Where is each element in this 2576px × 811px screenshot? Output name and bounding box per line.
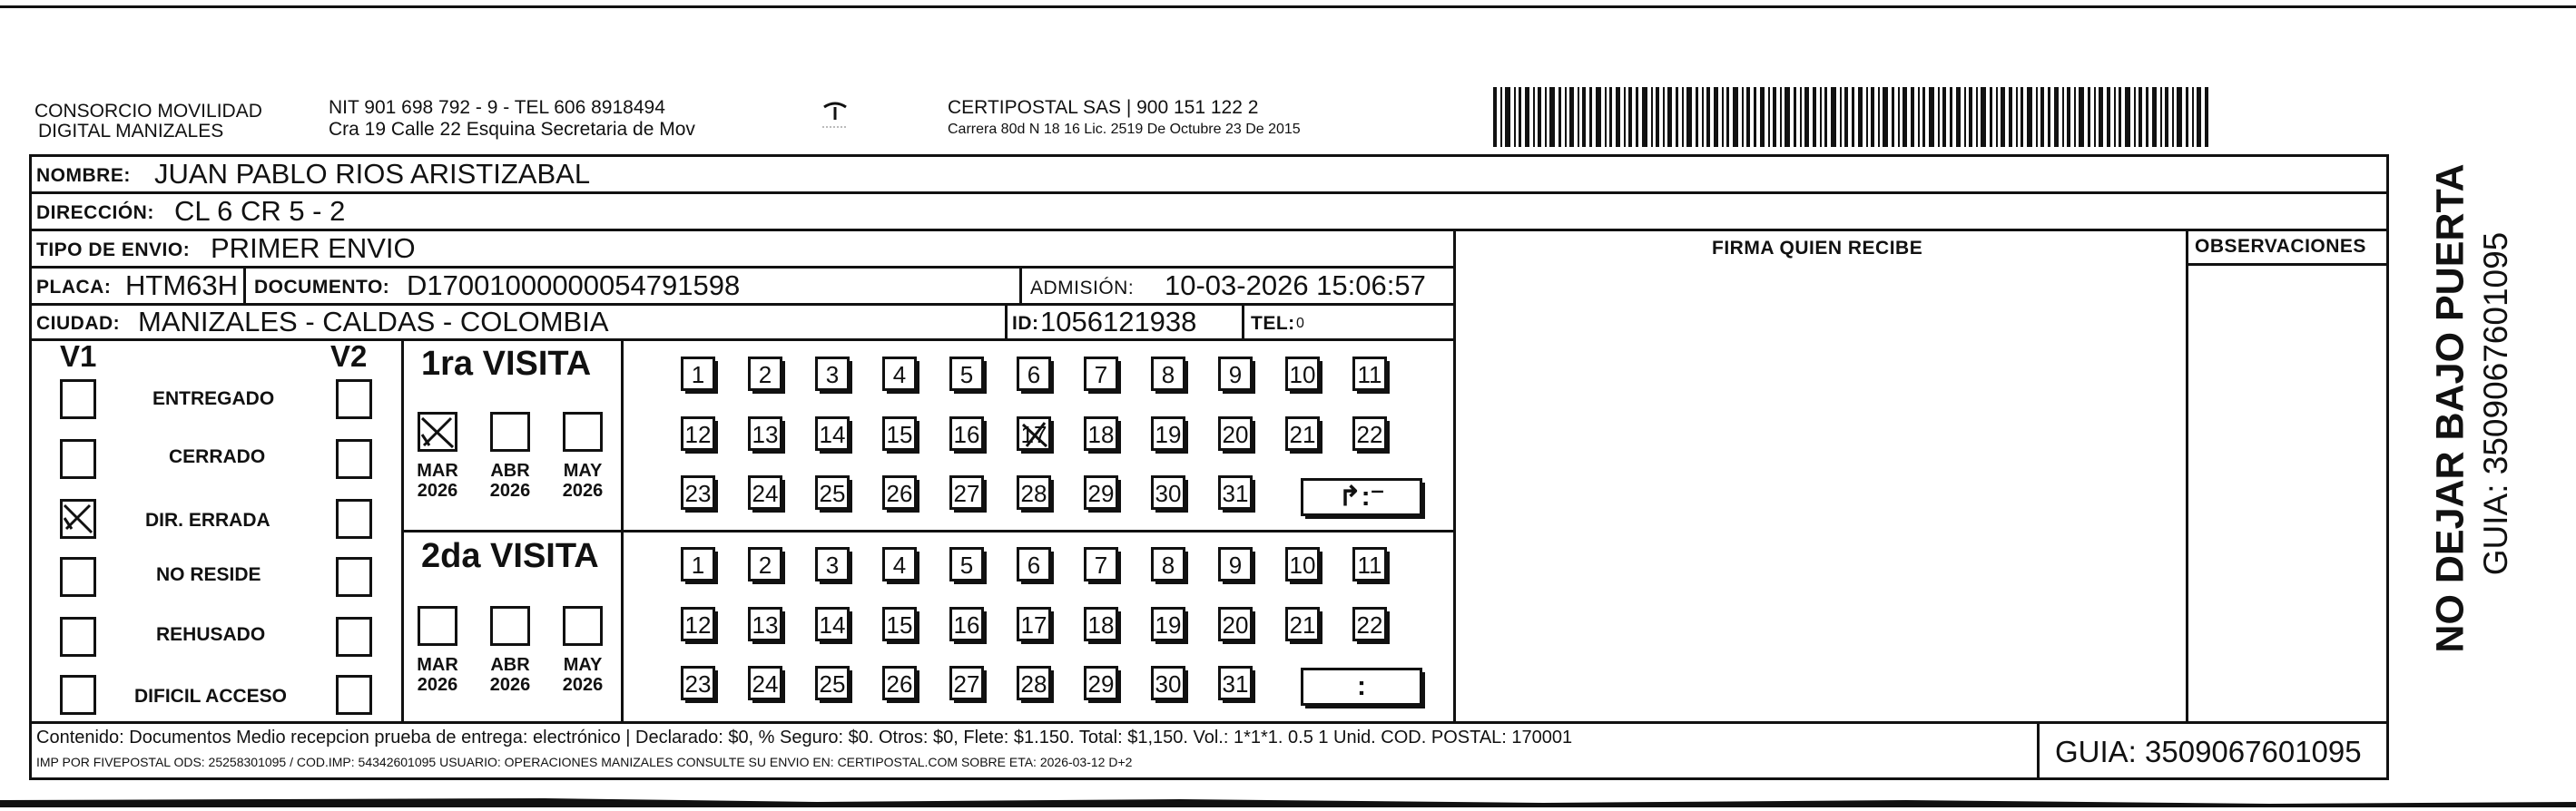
company-name-line2: DIGITAL MANIZALES <box>38 121 224 142</box>
row-line <box>29 721 2389 724</box>
visit1-month-may-checkbox[interactable] <box>563 412 603 452</box>
direccion-value: CL 6 CR 5 - 2 <box>174 195 346 227</box>
visit1-time-box[interactable] <box>1301 478 1422 516</box>
visit2-day-18[interactable]: 18 <box>1084 607 1118 641</box>
row-line <box>2186 263 2389 266</box>
visit2-day-28[interactable]: 28 <box>1017 666 1051 700</box>
visit2-day-15[interactable]: 15 <box>882 607 917 641</box>
visit2-day-13[interactable]: 13 <box>748 607 782 641</box>
col-line <box>2186 229 2188 724</box>
v1-checkbox-no-reside[interactable] <box>60 557 96 597</box>
scan-top-edge <box>0 5 2576 8</box>
visit2-month-may: MAY 2026 <box>562 655 604 695</box>
placa-value: HTM63H <box>125 269 239 301</box>
courier-name: CERTIPOSTAL SAS | 900 151 122 2 <box>948 97 1259 118</box>
visit1-day-3[interactable]: 3 <box>815 357 850 391</box>
visit1-day-31[interactable]: 31 <box>1218 475 1253 510</box>
visit2-day-11[interactable]: 11 <box>1352 547 1387 581</box>
visit2-day-30[interactable]: 30 <box>1151 666 1185 700</box>
col-line <box>1242 303 1244 340</box>
visit1-time-text: ↱:⁻ <box>1338 482 1385 512</box>
side-guia: GUIA: 3509067601095 <box>2477 231 2514 576</box>
visit1-day-2[interactable]: 2 <box>748 357 782 391</box>
visit2-day-3[interactable]: 3 <box>815 547 850 581</box>
tel-value: 0 <box>1296 316 1304 331</box>
visit1-month-may: MAY 2026 <box>562 461 604 501</box>
visit1-day-5[interactable]: 5 <box>949 357 984 391</box>
firma-header: FIRMA QUIEN RECIBE <box>1712 238 1923 259</box>
visit1-day-25[interactable]: 25 <box>815 475 850 510</box>
documento-value: D17001000000054791598 <box>407 269 741 301</box>
col-line <box>1005 303 1008 340</box>
check-mark-icon <box>63 502 93 536</box>
barcode <box>1493 87 2219 147</box>
col-line <box>1019 266 1022 305</box>
visit1-day-21[interactable]: 21 <box>1285 416 1320 451</box>
visit2-day-6[interactable]: 6 <box>1017 547 1051 581</box>
col-line <box>243 266 246 305</box>
option-cerrado: CERRADO <box>169 446 266 467</box>
visit1-month-mar: MAR 2026 <box>417 461 458 501</box>
col-line <box>401 338 404 724</box>
visit2-day-23[interactable]: 23 <box>681 666 715 700</box>
option-dificil-acceso: DIFICIL ACCESO <box>134 686 288 707</box>
visit2-day-27[interactable]: 27 <box>949 666 984 700</box>
visit1-day-30[interactable]: 30 <box>1151 475 1185 510</box>
visit2-day-8[interactable]: 8 <box>1151 547 1185 581</box>
day-mark-icon <box>1019 419 1050 450</box>
visit2-day-22[interactable]: 22 <box>1352 607 1387 641</box>
visit2-day-9[interactable]: 9 <box>1218 547 1253 581</box>
visit2-day-14[interactable]: 14 <box>815 607 850 641</box>
visit2-day-29[interactable]: 29 <box>1084 666 1118 700</box>
visit2-day-17[interactable]: 17 <box>1017 607 1051 641</box>
observaciones-header: OBSERVACIONES <box>2195 236 2366 257</box>
visit2-time-text: : <box>1357 671 1366 701</box>
footer-contenido: Contenido: Documentos Medio recepcion prueba de entrega: electrónico | Declarado: $0, % Seguro: $0. Otros: $0, Flete: $1.150. Total: $1,150. Vol.: 1*1*1. 0.5 1 Unid. COD. POSTAL: 170001 <box>36 728 1573 747</box>
footer-guia: GUIA: 3509067601095 <box>2055 735 2362 768</box>
v2-checkbox-dir-errada[interactable] <box>336 499 372 539</box>
v2-checkbox-entregado[interactable] <box>336 379 372 419</box>
visit1-day-26[interactable]: 26 <box>882 475 917 510</box>
visit1-day-19[interactable]: 19 <box>1151 416 1185 451</box>
visit2-day-4[interactable]: 4 <box>882 547 917 581</box>
v1-checkbox-dir-errada[interactable] <box>60 499 96 539</box>
visit1-day-14[interactable]: 14 <box>815 416 850 451</box>
visit2-day-21[interactable]: 21 <box>1285 607 1320 641</box>
option-entregado: ENTREGADO <box>152 388 275 409</box>
visit1-day-23[interactable]: 23 <box>681 475 715 510</box>
v2-header: V2 <box>330 339 368 373</box>
company-name-line1: CONSORCIO MOVILIDAD <box>34 101 262 122</box>
id-value: 1056121938 <box>1040 306 1197 337</box>
company-nit: NIT 901 698 792 - 9 - TEL 606 8918494 <box>329 97 665 118</box>
visit1-day-29[interactable]: 29 <box>1084 475 1118 510</box>
visit1-day-10[interactable]: 10 <box>1285 357 1320 391</box>
v1-checkbox-dificil-acceso[interactable] <box>60 675 96 715</box>
visit1-day-24[interactable]: 24 <box>748 475 782 510</box>
visit1-month-abr: ABR 2026 <box>489 461 531 501</box>
row-line <box>401 530 1456 533</box>
v2-checkbox-no-reside[interactable] <box>336 557 372 597</box>
visit2-day-10[interactable]: 10 <box>1285 547 1320 581</box>
visit2-day-1[interactable]: 1 <box>681 547 715 581</box>
visit2-day-24[interactable]: 24 <box>748 666 782 700</box>
visit1-day-16[interactable]: 16 <box>949 416 984 451</box>
visit2-day-19[interactable]: 19 <box>1151 607 1185 641</box>
visit2-month-mar: MAR 2026 <box>417 655 458 695</box>
visit2-day-12[interactable]: 12 <box>681 607 715 641</box>
nombre-value: JUAN PABLO RIOS ARISTIZABAL <box>154 158 591 190</box>
visit1-day-18[interactable]: 18 <box>1084 416 1118 451</box>
option-no-reside: NO RESIDE <box>156 564 261 585</box>
visit1-day-6[interactable]: 6 <box>1017 357 1051 391</box>
visit2-day-7[interactable]: 7 <box>1084 547 1118 581</box>
ciudad-label: CIUDAD: <box>36 313 121 334</box>
visit2-day-16[interactable]: 16 <box>949 607 984 641</box>
v1-checkbox-entregado[interactable] <box>60 379 96 419</box>
visit2-time-box[interactable] <box>1301 668 1422 706</box>
visit2-day-2[interactable]: 2 <box>748 547 782 581</box>
visit1-day-8[interactable]: 8 <box>1151 357 1185 391</box>
no-dejar-bajo-puerta: NO DEJAR BAJO PUERTA <box>2428 163 2473 653</box>
company-address: Cra 19 Calle 22 Esquina Secretaria de Mov <box>329 119 695 140</box>
v2-checkbox-dificil-acceso[interactable] <box>336 675 372 715</box>
visit1-day-20[interactable]: 20 <box>1218 416 1253 451</box>
visit2-title: 2da VISITA <box>421 537 599 575</box>
v1-header: V1 <box>60 339 97 373</box>
visit2-day-20[interactable]: 20 <box>1218 607 1253 641</box>
footer-imp: IMP POR FIVEPOSTAL ODS: 25258301095 / COD.IMP: 54342601095 USUARIO: OPERACIONES MANIZALES CONSULTE SU ENVIO EN: CERTIPOSTAL.COM SOBRE ETA: 2026-03-12 D+2 <box>36 755 1133 769</box>
visit2-month-may-checkbox[interactable] <box>563 606 603 646</box>
documento-label: DOCUMENTO: <box>254 277 390 298</box>
visit1-day-11[interactable]: 11 <box>1352 357 1387 391</box>
check-mark-icon <box>420 415 455 449</box>
visit2-month-abr: ABR 2026 <box>489 655 531 695</box>
visit2-day-5[interactable]: 5 <box>949 547 984 581</box>
visit1-day-15[interactable]: 15 <box>882 416 917 451</box>
id-label: ID: <box>1012 313 1039 334</box>
option-dir-errada: DIR. ERRADA <box>145 510 270 531</box>
visit2-day-26[interactable]: 26 <box>882 666 917 700</box>
direccion-label: DIRECCIÓN: <box>36 202 154 223</box>
visit1-title: 1ra VISITA <box>421 345 592 383</box>
visit2-month-mar-checkbox[interactable] <box>418 606 457 646</box>
v2-checkbox-cerrado[interactable] <box>336 439 372 479</box>
visit1-day-13[interactable]: 13 <box>748 416 782 451</box>
visit1-day-4[interactable]: 4 <box>882 357 917 391</box>
visit2-month-abr-checkbox[interactable] <box>490 606 530 646</box>
visit2-day-25[interactable]: 25 <box>815 666 850 700</box>
col-line <box>1453 229 1456 724</box>
tipo-envio-value: PRIMER ENVIO <box>211 232 416 264</box>
visit1-day-22[interactable]: 22 <box>1352 416 1387 451</box>
visit1-month-mar-checkbox[interactable] <box>418 412 457 452</box>
option-rehusado: REHUSADO <box>156 624 266 645</box>
row-line <box>29 191 2389 194</box>
ciudad-value: MANIZALES - CALDAS - COLOMBIA <box>138 306 609 337</box>
v1-checkbox-cerrado[interactable] <box>60 439 96 479</box>
admision-label: ADMISIÓN: <box>1030 278 1135 298</box>
nombre-label: NOMBRE: <box>36 165 131 186</box>
visit2-day-31[interactable]: 31 <box>1218 666 1253 700</box>
visit1-day-1[interactable]: 1 <box>681 357 715 391</box>
row-line <box>29 229 2389 231</box>
visit1-day-28[interactable]: 28 <box>1017 475 1051 510</box>
visit1-day-9[interactable]: 9 <box>1218 357 1253 391</box>
visit1-day-27[interactable]: 27 <box>949 475 984 510</box>
col-line <box>621 338 624 724</box>
visit1-day-7[interactable]: 7 <box>1084 357 1118 391</box>
visit1-day-17[interactable]: 17 <box>1017 416 1051 451</box>
col-line <box>2037 721 2040 780</box>
v2-checkbox-rehusado[interactable] <box>336 617 372 657</box>
v1-checkbox-rehusado[interactable] <box>60 617 96 657</box>
visit1-month-abr-checkbox[interactable] <box>490 412 530 452</box>
scan-bottom-edge <box>0 791 2576 811</box>
tel-label: TEL: <box>1251 313 1295 334</box>
tipo-envio-label: TIPO DE ENVIO: <box>36 239 191 260</box>
courier-logo-icon <box>817 98 853 134</box>
visit1-day-12[interactable]: 12 <box>681 416 715 451</box>
admision-value: 10-03-2026 15:06:57 <box>1165 269 1426 301</box>
placa-label: PLACA: <box>36 277 112 298</box>
courier-address: Carrera 80d N 18 16 Lic. 2519 De Octubre 23 De 2015 <box>948 122 1301 137</box>
